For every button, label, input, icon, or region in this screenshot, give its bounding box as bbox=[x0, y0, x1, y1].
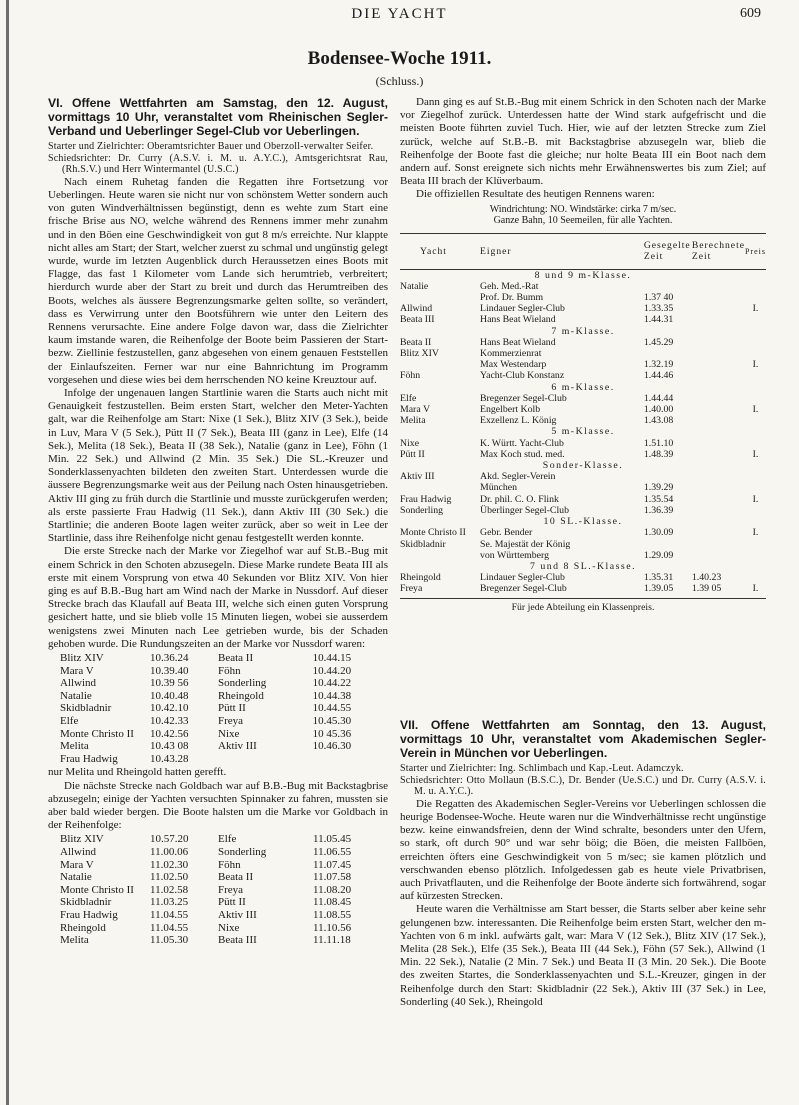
results-cell: Bregenzer Segel-Club bbox=[480, 392, 567, 404]
results-body bbox=[400, 269, 766, 598]
header-sailed-time: Gesegelte Zeit bbox=[644, 234, 692, 269]
table-row: Allwind 11.00.06 Sonderling 11.06.55 bbox=[60, 846, 352, 859]
table-row bbox=[400, 359, 766, 370]
results-cell bbox=[692, 527, 745, 538]
table-row: Melita 11.05.30 Beata III 11.11.18 bbox=[60, 934, 351, 947]
table-row bbox=[400, 337, 766, 348]
results-cell bbox=[692, 370, 745, 381]
results-cell: Elfe bbox=[400, 392, 417, 404]
left-column bbox=[48, 96, 388, 948]
table-row: Natalie 10.40.48 Rheingold 10.44.38 bbox=[60, 689, 352, 702]
section-7 bbox=[400, 718, 766, 1009]
header-yacht: Yacht bbox=[400, 234, 480, 269]
results-cell: 1.39.29 bbox=[643, 482, 674, 494]
rounding-times-nussdorf bbox=[48, 652, 388, 765]
results-cell: 1.40.00 bbox=[643, 404, 674, 416]
results-cell: 1.32.19 bbox=[643, 359, 674, 371]
results-cell bbox=[745, 539, 766, 550]
results-cell: Gebr. Bender bbox=[480, 527, 533, 539]
class-row bbox=[400, 382, 766, 393]
table-row bbox=[400, 348, 766, 359]
table-row bbox=[400, 370, 766, 381]
results-cell bbox=[692, 471, 745, 482]
table-row bbox=[400, 438, 766, 449]
header-owner: Eigner bbox=[480, 234, 644, 269]
results-cell bbox=[692, 404, 745, 415]
results-cell: Natalie bbox=[400, 280, 429, 292]
results-cell: I. bbox=[752, 448, 759, 460]
paragraph: Dann ging es auf St.B.-Bug mit einem Schrick in den Schoten nach der Marke vor Ziegelhof zurück. Unterdessen hatte der Wind stark aufgefrischt und die meisten Boote führten zuviel Tuch. Hier, wie auf der letzten Strecke zum Ziel zurück, welche auf St.B.-B. mit Backstagbrise abzusegeln war, blieb die Reihenfolge der Boote fast die gleiche; nur holte Beata III ein Boot nach dem andern auf. Sonst ereignete sich nichts mehr Erwähnenswertes bis zum Ziel; auf Beata III brach der Klüverbaum. bbox=[400, 96, 766, 188]
results-cell: I. bbox=[752, 359, 759, 371]
results-cell: Geh. Med.-Rat bbox=[480, 280, 539, 292]
page-edge bbox=[6, 0, 9, 1105]
results-cell: Überlinger Segel-Club bbox=[480, 504, 569, 516]
results-cell bbox=[692, 438, 745, 449]
results-cell: 1.39 05 bbox=[692, 583, 745, 598]
table-row: Blitz XIV 10.36.24 Beata II 10.44.15 bbox=[60, 652, 352, 665]
results-cell bbox=[745, 415, 766, 426]
right-column bbox=[400, 96, 766, 614]
results-cell: Monte Christo II bbox=[400, 527, 466, 539]
table-row bbox=[400, 550, 766, 561]
table-row: Natalie 11.02.50 Beata II 11.07.58 bbox=[60, 871, 352, 884]
results-cell: I. bbox=[752, 404, 759, 416]
class-row bbox=[400, 516, 766, 527]
section-6-heading: VI. Offene Wettfahrten am Samstag, den 12. August, vormittags 10 Uhr, veranstaltet vom Rheinischen Segler-Verband und Ueberlinger Segel-Club vor Ueberlingen. bbox=[48, 96, 388, 138]
results-cell: Exzellenz L. König bbox=[480, 415, 557, 427]
section-7-referees: Schiedsrichter: Otto Mollaun (B.S.C.), Dr. Bender (Ue.S.C.) und Dr. Curry (A.S.V. i. M. u. A.Y.C.). bbox=[400, 774, 766, 798]
results-cell bbox=[692, 449, 745, 460]
paragraph: nur Melita und Rheingold hatten gerefft. bbox=[48, 766, 227, 779]
results-cell: Beata II bbox=[400, 336, 432, 348]
results-cell bbox=[692, 281, 745, 292]
class-label: 7 und 8 SL.-Klasse. bbox=[529, 560, 637, 572]
results-header-row bbox=[400, 234, 766, 269]
table-row: Skidbladnir 11.03.25 Pütt II 11.08.45 bbox=[60, 896, 352, 909]
class-label: Sonder-Klasse. bbox=[542, 460, 624, 472]
results-cell bbox=[745, 292, 766, 303]
table-row bbox=[400, 539, 766, 550]
header-corrected-time: Berechnete Zeit bbox=[692, 234, 745, 269]
results-cell bbox=[745, 482, 766, 493]
results-cell: 1.40.23 bbox=[691, 572, 722, 584]
results-cell: 1.29.09 bbox=[643, 549, 674, 561]
table-row: Elfe 10.42.33 Freya 10.45.30 bbox=[60, 715, 352, 728]
results-cell: Se. Majestät der König bbox=[480, 538, 571, 550]
results-cell: 1.35.31 bbox=[643, 572, 674, 584]
results-cell: Max Koch stud. med. bbox=[480, 448, 565, 460]
results-cell: Föhn bbox=[400, 370, 421, 382]
results-cell bbox=[692, 314, 745, 325]
results-cell: Allwind bbox=[400, 303, 433, 315]
results-cell bbox=[745, 348, 766, 359]
table-row bbox=[400, 471, 766, 482]
results-cell bbox=[644, 281, 692, 292]
results-table bbox=[400, 233, 766, 598]
section-6-referees: Schiedsrichter: Dr. Curry (A.S.V. i. M. u. A.Y.C.), Amtsgerichtsrat Rau, (Rh.S.V.) und Herr Wintermantel (U.S.C.) bbox=[48, 152, 388, 176]
table-row: Monte Christo II 11.02.58 Freya 11.08.20 bbox=[60, 883, 352, 896]
results-cell: Sonderling bbox=[400, 504, 443, 516]
results-cell bbox=[400, 359, 480, 370]
results-cell: 1.44.46 bbox=[643, 370, 674, 382]
results-cell bbox=[692, 359, 745, 370]
results-cell: 1.44.44 bbox=[643, 392, 674, 404]
table-row bbox=[400, 303, 766, 314]
results-cell: Frau Hadwig bbox=[400, 493, 452, 505]
paragraph: Nach einem Ruhetag fanden die Regatten ihre Fortsetzung vor Ueberlingen. Heute waren sie nicht nur von schönstem Wetter sondern auch von guten Windverhältnissen begünstigt, denn es wehte zum Start eine frische Brise aus NO, welche während des Rennens immer mehr zunahm und in den Böen eine Geschwindigkeit von gut 8 m/s erreichte. Nur klappte nicht alles am Start; der Start, welcher zuerst zu schmal und ungünstig gelegt wurde, wurde im letzten Augenblick durch Heraussetzen eines Boots mit Flagge, das fast 1 Kilometer vom Lande sich herumtrieb, verbreitert; hierdurch wurde aber der Start zu breit und durch das Herumtreiben des Boots, welches als äussere Begrenzungsmarke gelten sollte, so verändert, dass es Verwirrung unter den Bootsführern wie unter den Leitern des Rennens verursachte. Eine andere Folge davon war, dass die Zielrichter kaum imstande waren, die Reihenfolge der Boote beim Passieren der Start- bezw. Ziellinie festzustellen, ganz abgesehen von einem genauen Feststellen der Einlaufszeiten. Ferner war nur eine Bahnrichtung im Programm vorgesehen und diese wies bei dem herrschenden NO keine Kreuztour auf. bbox=[48, 175, 388, 386]
table-row: Mara V 11.02.30 Föhn 11.07.45 bbox=[60, 858, 352, 871]
class-row bbox=[400, 561, 766, 572]
results-cell bbox=[692, 337, 745, 348]
results-cell: 1.37 40 bbox=[643, 292, 674, 304]
section-6-starter: Starter und Zielrichter: Oberamtsrichter Bauer und Oberzoll-verwalter Seifer. bbox=[48, 141, 374, 152]
results-cell: Rheingold bbox=[400, 572, 441, 584]
results-cell: 1.44.31 bbox=[643, 314, 674, 326]
results-cell: 1.51.10 bbox=[643, 437, 674, 449]
results-cell: Kommerzienrat bbox=[480, 348, 542, 360]
results-cell: Skidbladnir bbox=[400, 538, 446, 550]
results-cell bbox=[745, 281, 766, 292]
results-cell: 1.35.54 bbox=[643, 493, 674, 505]
results-cell: I. bbox=[745, 583, 766, 598]
table-row bbox=[400, 314, 766, 325]
race-conditions bbox=[400, 204, 766, 228]
paragraph: Die Regatten des Akademischen Segler-Vereins vor Ueberlingen schlossen die heurige Bodensee-Woche. Heute waren nur die Windverhältnisse recht ungünstige bezw. keine einwandsfreien, denn der Wind schralte, besonders unter den Ufern, so stark, oft durch 90° und war sehr böig; die Böen, die meisten Fallböen, erreichten öfters eine Geschwindigkeit von 5 m/sec; sie kamen plötzlich und verschwanden ebenso plötzlich. Infolgedessen gab es heute viele Privatbrisen, auch Privatflauten, und die Reihenfolge der Boote änderte sich fortwährend, sogar auf kürzesten Strecken. bbox=[400, 797, 766, 903]
class-row bbox=[400, 269, 766, 281]
results-cell: K. Württ. Yacht-Club bbox=[480, 437, 564, 449]
paragraph: Die offiziellen Resultate des heutigen Rennens waren: bbox=[416, 188, 655, 201]
table-row: Mara V 10.39.40 Föhn 10.44.20 bbox=[60, 664, 352, 677]
results-cell: Lindauer Segler-Club bbox=[480, 303, 565, 315]
class-label: 7 m-Klasse. bbox=[551, 325, 615, 337]
results-cell bbox=[692, 292, 745, 303]
results-cell: 1.30.09 bbox=[643, 527, 674, 539]
table-row bbox=[400, 292, 766, 303]
results-cell bbox=[745, 393, 766, 404]
results-cell bbox=[400, 482, 480, 493]
results-cell: Aktiv III bbox=[400, 471, 435, 483]
results-cell bbox=[692, 393, 745, 404]
header-prize: Preis bbox=[745, 234, 766, 269]
table-row bbox=[400, 505, 766, 516]
results-cell bbox=[644, 471, 692, 482]
results-cell: 1.33.35 bbox=[643, 303, 674, 315]
results-cell: Engelbert Kolb bbox=[480, 404, 541, 416]
results-cell: 1.48.39 bbox=[643, 448, 674, 460]
results-cell: 1.36.39 bbox=[643, 504, 674, 516]
section-7-starter: Starter und Zielrichter: Ing. Schlimbach und Kap.-Leut. Adamczyk. bbox=[400, 763, 684, 774]
section-7-heading: VII. Offene Wettfahrten am Sonntag, den 13. August, vormittags 10 Uhr, veranstaltet vom Akademischen Segler-Verein in München vor Ueberlingen. bbox=[400, 718, 766, 760]
results-cell bbox=[745, 314, 766, 325]
results-cell: Dr. phil. C. O. Flink bbox=[480, 493, 559, 505]
results-cell: Akd. Segler-Verein bbox=[480, 471, 556, 483]
results-cell bbox=[745, 550, 766, 561]
table-row: Melita 10.43 08 Aktiv III 10.46.30 bbox=[60, 740, 352, 753]
results-cell: Pütt II bbox=[400, 448, 425, 460]
results-cell bbox=[692, 348, 745, 359]
results-cell: Bregenzer Segel-Club bbox=[480, 583, 644, 598]
class-row bbox=[400, 426, 766, 437]
results-cell bbox=[692, 482, 745, 493]
results-cell: 1.43.08 bbox=[643, 415, 674, 427]
paragraph: Infolge der ungenauen langen Startlinie waren die Starts auch nicht mit Genauigkeit festzustellen. Beim ersten Start, welcher den Meter-Yachten galt, war die Reihenfolge am Start: Nixe (1 Sek.), Blitz XIV (3 Sek.), beide in Luv, Mara V (5 Sek.), Pütt II (7 Sek.), Beata III (ganz in Lee), Elfe (14 Sek.), Melita (18 Sek.), Beata II (38 Sek.), Natalie (ganz in Lee), Föhn (1 Min. 22 Sek.) und Allwind (2 Min. 35 Sek.) Die SL.-Kreuzer und Sonderklassenyachten bildeten den zweiten Start. Unterdessen wurde die äussere Begrenzungsmarke weit aus der Peilung nach Osten hinausgetrieben. Aktiv III ging zu früh durch die Startlinie und musste zurückgerufen werden; als erste passierte Frau Hadwig (11 Sek.), dann Aktiv III (30 Sek.) die Startlinie; die anderen Boote lagen weiter zurück, aber so weit in Lee der Startlinie, dass ihre Reihenfolge nicht genau festgestellt werden konnte. bbox=[48, 387, 388, 545]
running-title: DIE YACHT bbox=[351, 6, 448, 22]
class-label: 6 m-Klasse. bbox=[551, 381, 615, 393]
rounding-times-goldbach bbox=[48, 833, 388, 946]
results-cell bbox=[745, 505, 766, 516]
article-title: Bodensee-Woche 1911. bbox=[307, 48, 492, 69]
table-row: Frau Hadwig 11.04.55 Aktiv III 11.08.55 bbox=[60, 909, 352, 922]
table-row bbox=[400, 281, 766, 292]
class-row bbox=[400, 326, 766, 337]
results-cell: I. bbox=[752, 527, 759, 539]
results-cell bbox=[745, 572, 766, 583]
results-cell bbox=[745, 438, 766, 449]
results-cell: Beata III bbox=[400, 314, 435, 326]
course-conditions: Ganze Bahn, 10 Seemeilen, für alle Yachten. bbox=[493, 215, 673, 227]
results-footnote: Für jede Abteilung ein Klassenpreis. bbox=[511, 601, 655, 613]
results-cell: I. bbox=[752, 493, 759, 505]
results-cell bbox=[692, 505, 745, 516]
table-row bbox=[400, 482, 766, 493]
table-row: Monte Christo II 10.42.56 Nixe 10 45.36 bbox=[60, 727, 352, 740]
table-row: Blitz XIV 10.57.20 Elfe 11.05.45 bbox=[60, 833, 352, 846]
table-row bbox=[400, 527, 766, 538]
results-cell: Nixe bbox=[400, 437, 420, 449]
class-label: 8 und 9 m-Klasse. bbox=[534, 269, 632, 281]
table-row: Skidbladnir 10.42.10 Pütt II 10.44.55 bbox=[60, 702, 352, 715]
table-row bbox=[400, 393, 766, 404]
results-cell bbox=[745, 370, 766, 381]
results-cell: 1.39.05 bbox=[644, 583, 692, 598]
table-row bbox=[400, 449, 766, 460]
results-cell bbox=[692, 550, 745, 561]
paragraph: Heute waren die Verhältnisse am Start besser, die Starts selber aber keine sehr gelungenen bzw. interessanten. Die Reihenfolge beim ersten Start, welcher den m-Yachten von 6 m inkl. aufwärts galt, war: Mara V (12 Sek.), Blitz XIV (17 Sek.), Melita (28 Sek.), Elfe (35 Sek.), Beata III (44 Sek.), Föhn (57 Sek.), Allwind (1 Min. 22 Sek.), Natalie (2 Min. 7 Sek.) und Beata II (3 Min. 20 Sek.). Die Boote des zweiten Startes, die Sonderklassenyachten und S.L.-Kreuzer, gingen in der Reihenfolge durch den Start: Skidbladnir (22 Sek.), Aktiv III (37 Sek.) in Lee, Sonderling (40 Sek.), Rheingold bbox=[400, 903, 766, 1008]
class-label: 10 SL.-Klasse. bbox=[543, 516, 623, 528]
wind-conditions: Windrichtung: NO. Windstärke: cirka 7 m/sec. bbox=[489, 203, 677, 215]
results-cell: Prof. Dr. Bumm bbox=[480, 292, 544, 304]
paragraph: Die nächste Strecke nach Goldbach war auf B.B.-Bug mit Backstagbrise abzusegeln; einige der Yachten versuchten Spinnaker zu fahren, mussten sie aber bald wieder bergen. Die Boote halsten um die Marke vor Goldbach in der Reihenfolge: bbox=[48, 779, 388, 832]
table-row: Frau Hadwig 10.43.28 bbox=[60, 752, 189, 765]
paragraph: Die erste Strecke nach der Marke vor Ziegelhof war auf St.B.-Bug mit einem Schrick in den Schoten abzusegeln. Diese Marke rundete Beata III als erste mit einem Vorsprung von etwa 40 Sekunden vor Blitz XIV. Von hier ging es auf B.B.-Bug hart am Wind nach der Marke in Nussdorf. Auf dieser Strecke brach das Klaufall auf Beata III, welche sich einen guten Vorsprung gesichert hatte, und sie blieb volle 15 Minuten liegen, wobei sie ausserdem wenigstens zwei Minuten nach Lee getrieben wurde, bis der Schaden gehoben wurde. Die Rundungszeiten an der Marke vor Nussdorf waren: bbox=[48, 545, 388, 650]
results-cell: Hans Beat Wieland bbox=[480, 336, 556, 348]
results-cell: Freya bbox=[400, 583, 480, 598]
table-row bbox=[400, 494, 766, 505]
results-cell bbox=[692, 539, 745, 550]
results-cell: Blitz XIV bbox=[400, 348, 439, 360]
class-row bbox=[400, 460, 766, 471]
results-cell bbox=[745, 337, 766, 348]
results-cell: Mara V bbox=[400, 404, 431, 416]
results-cell: 1.45.29 bbox=[643, 336, 674, 348]
article-subtitle: (Schluss.) bbox=[375, 74, 424, 88]
results-cell bbox=[692, 494, 745, 505]
results-cell bbox=[692, 415, 745, 426]
results-cell bbox=[644, 539, 692, 550]
page-number: 609 bbox=[740, 6, 761, 21]
results-cell bbox=[745, 471, 766, 482]
results-cell: Lindauer Segler-Club bbox=[480, 572, 565, 584]
table-row bbox=[400, 415, 766, 426]
table-row bbox=[400, 572, 766, 583]
results-cell: Yacht-Club Konstanz bbox=[480, 370, 565, 382]
results-cell: Melita bbox=[400, 415, 426, 427]
class-label: 5 m-Klasse. bbox=[551, 426, 615, 438]
table-row bbox=[400, 404, 766, 415]
results-cell: München bbox=[480, 482, 518, 494]
table-row bbox=[400, 583, 766, 598]
results-cell: I. bbox=[752, 303, 759, 315]
results-cell bbox=[692, 303, 745, 314]
table-row: Allwind 10.39 56 Sonderling 10.44.22 bbox=[60, 677, 352, 690]
results-cell bbox=[400, 292, 480, 303]
results-cell: von Württemberg bbox=[480, 549, 550, 561]
results-cell: Max Westendarp bbox=[480, 359, 547, 371]
results-cell: Hans Beat Wieland bbox=[480, 314, 556, 326]
results-cell bbox=[644, 348, 692, 359]
results-cell bbox=[400, 550, 480, 561]
table-row: Rheingold 11.04.55 Nixe 11.10.56 bbox=[60, 921, 352, 934]
